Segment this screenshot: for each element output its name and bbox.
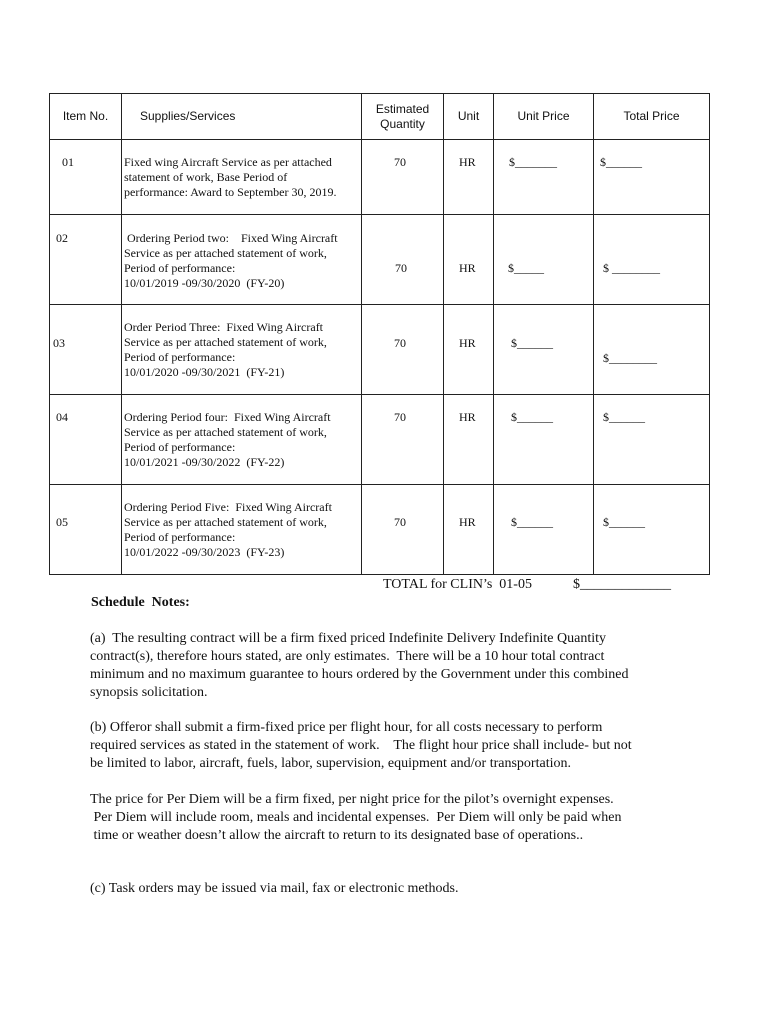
item-no-cell [50, 485, 122, 575]
unit-price-cell [494, 395, 594, 485]
unit-cell [444, 395, 494, 485]
quantity-cell [362, 215, 444, 305]
total-price-cell [594, 140, 710, 215]
paragraph-line: synopsis solicitation. [90, 685, 208, 700]
description-line: statement of work, Base Period of [124, 170, 288, 184]
unit: HR [459, 336, 476, 350]
description-line: 10/01/2022 -09/30/2023 (FY-23) [124, 545, 285, 559]
total-price-cell [594, 305, 710, 395]
clin-pricing-table [49, 93, 710, 575]
unit: HR [459, 155, 476, 169]
header-total-price: Total Price [594, 94, 710, 140]
item-no: 04 [56, 410, 68, 424]
quantity: 70 [394, 410, 406, 424]
quantity-cell [362, 395, 444, 485]
quantity: 70 [395, 261, 407, 275]
item-no-cell [50, 305, 122, 395]
quantity: 70 [394, 515, 406, 529]
paragraph-line: be limited to labor, aircraft, fuels, labor, supervision, equipment and/or transportation. [90, 756, 571, 771]
paragraph-line: The price for Per Diem will be a firm fixed, per night price for the pilot’s overnight expenses. [90, 792, 614, 807]
description-line: Period of performance: [124, 440, 236, 454]
header-estimated-quantity [362, 94, 444, 140]
description-line: Fixed wing Aircraft Service as per attached [124, 155, 332, 169]
unit-price-cell [494, 485, 594, 575]
description-line: 10/01/2019 -09/30/2020 (FY-20) [124, 276, 285, 290]
note-paragraph-per-diem [90, 791, 700, 845]
note-paragraph-c [90, 880, 700, 898]
unit: HR [459, 515, 476, 529]
description-cell [122, 395, 362, 485]
description-text [124, 410, 331, 470]
item-no: 05 [56, 515, 68, 529]
table-row [50, 305, 710, 395]
description-cell [122, 215, 362, 305]
description-line: Service as per attached statement of work, [124, 425, 327, 439]
header-supplies-label: Supplies/Services [140, 109, 236, 123]
description-cell [122, 305, 362, 395]
item-no: 03 [53, 336, 65, 350]
paragraph-line: required services as stated in the statement of work. The flight hour price shall include- but not [90, 738, 632, 753]
total-clins-label: TOTAL for CLIN’s 01-05 [383, 577, 532, 592]
unit: HR [459, 261, 476, 275]
header-unit-price: Unit Price [494, 94, 594, 140]
header-est-line1: Estimated [375, 101, 430, 116]
description-line: Service as per attached statement of work, [124, 246, 327, 260]
description-line: Ordering Period two: Fixed Wing Aircraft [124, 231, 338, 245]
unit: HR [459, 410, 476, 424]
description-line: Service as per attached statement of work, [124, 335, 327, 349]
total-price-cell [594, 215, 710, 305]
schedule-notes-title: Schedule Notes: [91, 595, 190, 610]
header-item-no: Item No. [50, 94, 122, 140]
unit-price-blank: $______ [511, 410, 553, 424]
unit-cell [444, 140, 494, 215]
table-row [50, 215, 710, 305]
paragraph-line: contract(s), therefore hours stated, are only estimates. There will be a 10 hour total contract [90, 649, 605, 664]
quantity-cell [362, 305, 444, 395]
table-row [50, 140, 710, 215]
paragraph-line: (b) Offeror shall submit a firm-fixed price per flight hour, for all costs necessary to perform [90, 720, 603, 735]
unit-price-blank: $______ [511, 515, 553, 529]
total-price-blank: $______ [600, 155, 642, 169]
description-cell [122, 485, 362, 575]
total-price-blank: $________ [603, 351, 657, 365]
paragraph-line: time or weather doesn’t allow the aircraft to return to its designated base of operations.. [90, 828, 584, 843]
paragraph-line: (c) Task orders may be issued via mail, fax or electronic methods. [90, 881, 459, 896]
unit-cell [444, 485, 494, 575]
unit-cell [444, 305, 494, 395]
table-row [50, 485, 710, 575]
table-header-row [50, 94, 710, 140]
item-no-cell [50, 140, 122, 215]
paragraph-line: (a) The resulting contract will be a firm fixed priced Indefinite Delivery Indefinite Quantity [90, 631, 606, 646]
header-unit: Unit [444, 94, 494, 140]
item-no-cell [50, 395, 122, 485]
description-text [124, 155, 337, 200]
description-line: performance: Award to September 30, 2019. [124, 185, 337, 199]
header-supplies-services [122, 94, 362, 140]
total-price-blank: $ ________ [603, 261, 660, 275]
note-paragraph-a [90, 630, 700, 702]
description-line: Order Period Three: Fixed Wing Aircraft [124, 320, 324, 334]
quantity: 70 [394, 155, 406, 169]
quantity: 70 [394, 336, 406, 350]
unit-price-blank: $_______ [509, 155, 557, 169]
description-line: Service as per attached statement of work, [124, 515, 327, 529]
description-line: Period of performance: [124, 350, 236, 364]
quantity-cell [362, 140, 444, 215]
paragraph-line: Per Diem will include room, meals and incidental expenses. Per Diem will only be paid when [90, 810, 622, 825]
description-line: Ordering Period Five: Fixed Wing Aircraft [124, 500, 332, 514]
header-est-line2: Quantity [380, 116, 425, 131]
total-price-cell [594, 395, 710, 485]
total-price-blank: $______ [603, 515, 645, 529]
description-line: 10/01/2021 -09/30/2022 (FY-22) [124, 455, 285, 469]
total-price-cell [594, 485, 710, 575]
paragraph-line: minimum and no maximum guarantee to hours ordered by the Government under this combined [90, 667, 629, 682]
unit-price-cell [494, 215, 594, 305]
description-line: Period of performance: [124, 530, 236, 544]
description-text [124, 500, 332, 560]
note-paragraph-b [90, 719, 700, 773]
total-price-blank: $______ [603, 410, 645, 424]
item-no: 01 [62, 155, 74, 169]
description-text [124, 231, 338, 291]
quantity-cell [362, 485, 444, 575]
unit-price-blank: $_____ [508, 261, 544, 275]
unit-cell [444, 215, 494, 305]
description-cell [122, 140, 362, 215]
description-line: Ordering Period four: Fixed Wing Aircraft [124, 410, 331, 424]
item-no: 02 [56, 231, 68, 245]
unit-price-blank: $______ [511, 336, 553, 350]
table-row [50, 395, 710, 485]
item-no-cell [50, 215, 122, 305]
unit-price-cell [494, 305, 594, 395]
total-clins-amount-blank: $_____________ [573, 577, 671, 592]
description-line: Period of performance: [124, 261, 236, 275]
description-line: 10/01/2020 -09/30/2021 (FY-21) [124, 365, 285, 379]
description-text [124, 320, 327, 380]
unit-price-cell [494, 140, 594, 215]
